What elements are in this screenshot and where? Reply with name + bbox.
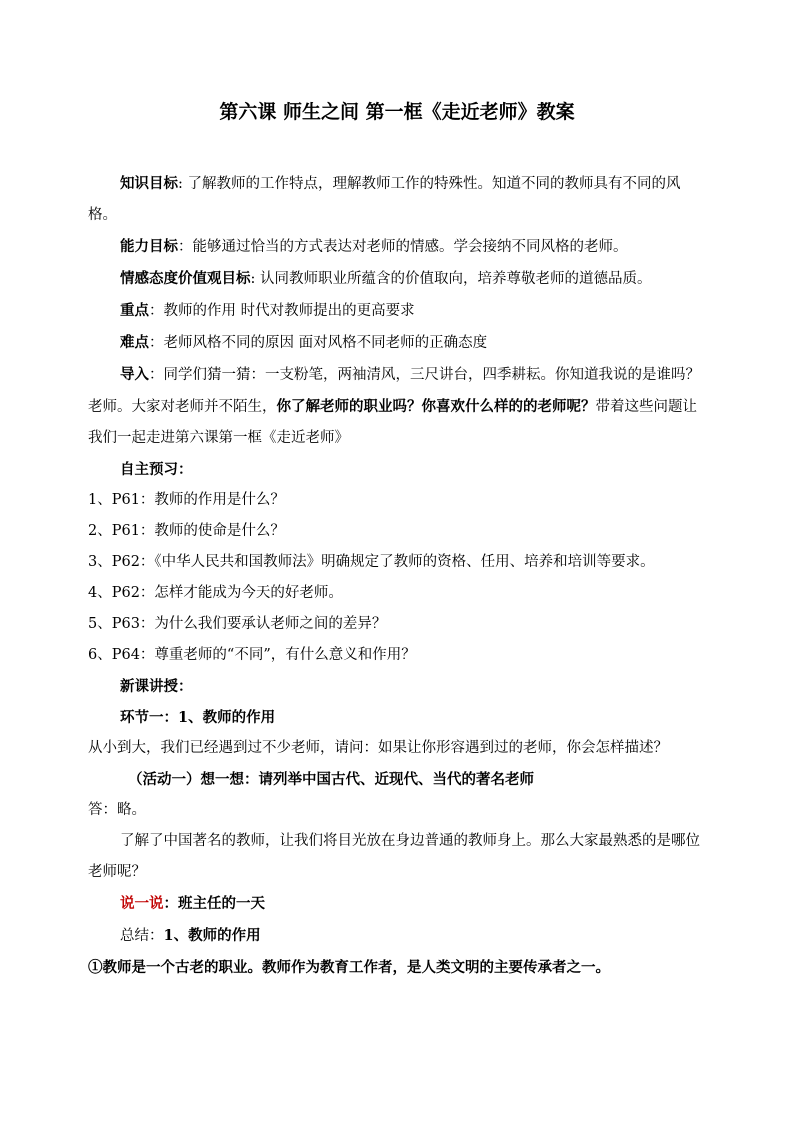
emotion-goal-text: : 认同教师职业所蕴含的价值取向，培养尊敬老师的道德品质。 <box>250 271 652 287</box>
preview-item-5: 5、P63：为什么我们要承认老师之间的差异？ <box>88 616 387 632</box>
knowledge-goal-text: : 了解教师的工作特点，理解教师工作的特殊性。知道不同的教师具有不同的风格。 <box>88 176 681 223</box>
knowledge-goal <box>88 168 702 231</box>
say-label: 说一说 <box>120 895 164 912</box>
difficult-point-label: 难点 <box>120 334 149 351</box>
intro-text-1: ：同学们猜一猜：一支粉笔，两袖清风，三尺讲台，四季耕耘。你知道我说的是谁吗？老师。大家对老师并不陌生， <box>88 367 700 415</box>
key-point <box>88 295 702 327</box>
key-point-text: ：教师的作用 时代对教师提出的更高要求 <box>149 303 415 319</box>
intro-paragraph <box>88 359 702 454</box>
emotion-goal <box>88 263 702 295</box>
preview-item-3: 3、P62：《中华人民共和国教师法》明确规定了教师的资格、任用、培养和培训等要求。 <box>88 554 655 570</box>
activity-1: （活动一）想一想：请列举中国古代、近现代、当代的著名老师 <box>128 771 534 788</box>
say-text: ：班主任的一天 <box>163 895 265 912</box>
lesson-heading: 新课讲授： <box>120 678 193 695</box>
preview-heading: 自主预习： <box>120 461 193 478</box>
summary-label: 总结： <box>120 928 164 944</box>
knowledge-goal-label: 知识目标 <box>120 175 178 192</box>
ability-goal-label: 能力目标 <box>120 238 178 255</box>
intro-text-2: 带着这些问题让我们一起走进第六课第一框《走近老师》 <box>88 399 697 446</box>
answer: 答：略。 <box>88 802 146 818</box>
emotion-goal-label: 情感态度价值观目标 <box>120 270 251 287</box>
point-1: ①教师是一个古老的职业。教师作为教育工作者，是人类文明的主要传承者之一。 <box>88 959 610 976</box>
difficult-point <box>88 327 702 359</box>
preview-item-4: 4、P62：怎样才能成为今天的好老师。 <box>88 585 343 601</box>
difficult-point-text: ：老师风格不同的原因 面对风格不同老师的正确态度 <box>149 335 488 351</box>
intro-label: 导入 <box>120 366 149 383</box>
page-title: 第六课 师生之间 第一框《走近老师》教案 <box>219 101 575 123</box>
section-1-heading: 环节一：1、教师的作用 <box>120 709 276 726</box>
transition-paragraph: 了解了中国著名的教师，让我们将目光放在身边普通的教师身上。那么大家最熟悉的是哪位老师呢？ <box>88 833 700 880</box>
key-point-label: 重点 <box>120 302 149 319</box>
say-section <box>88 888 702 920</box>
summary-text: 1、教师的作用 <box>163 927 261 944</box>
ability-goal-text: ：能够通过恰当的方式表达对老师的情感。学会接纳不同风格的老师。 <box>178 239 628 255</box>
summary-line <box>88 920 702 952</box>
ability-goal <box>88 231 702 263</box>
preview-item-1: 1、P61：教师的作用是什么？ <box>88 492 285 508</box>
preview-item-2: 2、P61：教师的使命是什么？ <box>88 523 285 539</box>
document-body <box>88 168 702 983</box>
preview-item-6: 6、P64：尊重老师的“不同”，有什么意义和作用？ <box>88 647 416 663</box>
lesson-question: 从小到大，我们已经遇到过不少老师，请问：如果让你形容遇到过的老师，你会怎样描述？ <box>88 740 668 756</box>
intro-text-bold: 你了解老师的职业吗？你喜欢什么样的的老师呢？ <box>276 398 596 415</box>
